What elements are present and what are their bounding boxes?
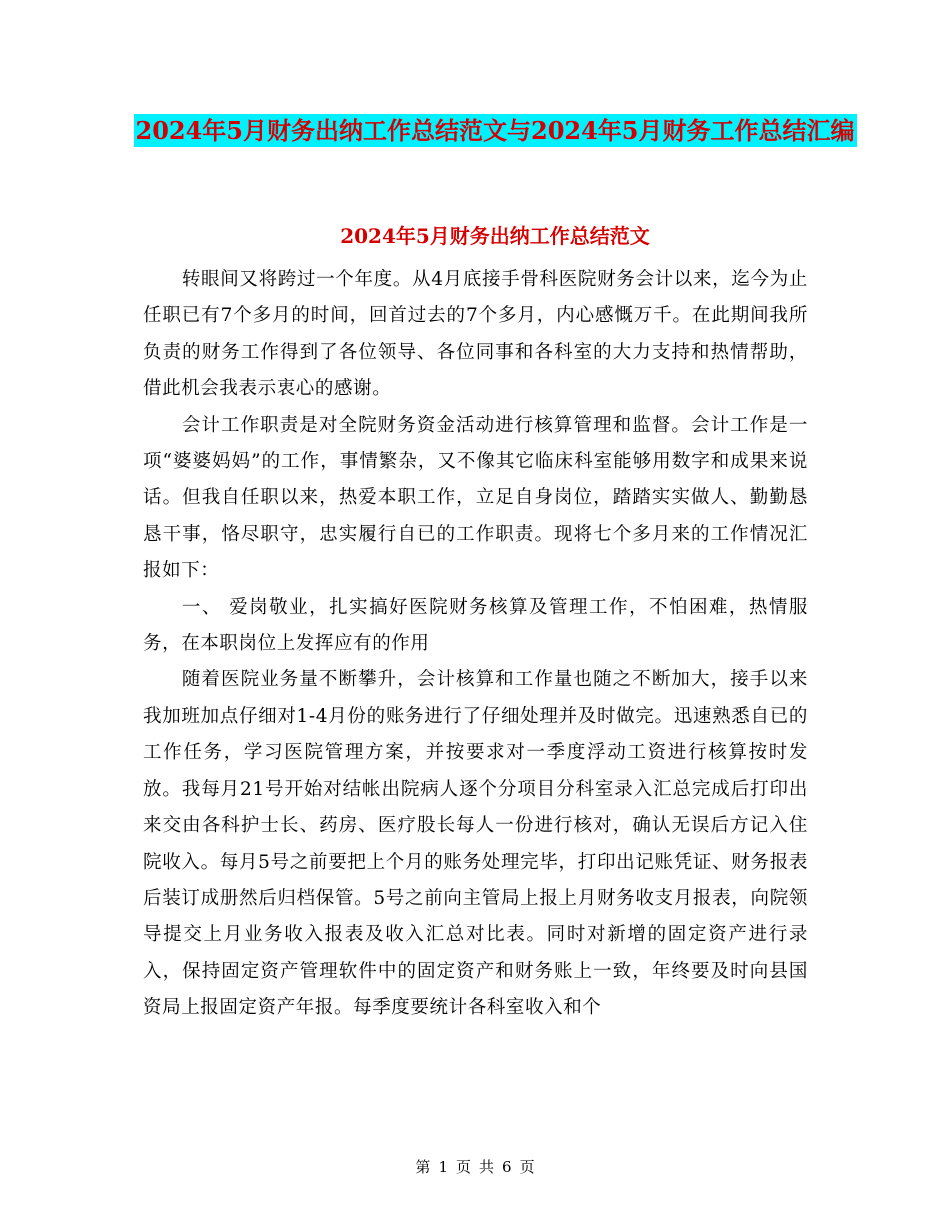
- footer-total-pages: 6: [502, 1158, 512, 1176]
- paragraph-3: 一、 爱岗敬业，扎实搞好医院财务核算及管理工作，不怕困难，热情服务，在本职岗位上发挥应有的作用: [143, 596, 808, 655]
- footer-page-number: 1: [438, 1158, 448, 1176]
- document-body: [143, 262, 808, 1027]
- paragraph-2: 会计工作职责是对全院财务资金活动进行核算管理和监督。会计工作是一项“婆婆妈妈”的工作，事情繁杂，又不像其它临床科室能够用数字和成果来说话。但我自任职以来，热爱本职工作，立足自身岗位，踏踏实实做人、勤勤恳恳干事，恪尽职守，忠实履行自已的工作职责。现将七个多月来的工作情况汇报如下：: [143, 414, 808, 582]
- page-footer: [0, 1156, 950, 1177]
- footer-suffix: 页: [519, 1158, 535, 1176]
- document-title: [120, 108, 870, 154]
- footer-prefix: 第: [415, 1158, 431, 1176]
- document-title-text: 2024年5月财务出纳工作总结范文与2024年5月财务工作总结汇编: [135, 116, 855, 145]
- footer-total-label: 共: [479, 1158, 495, 1176]
- section-title: 2024年5月财务出纳工作总结范文: [340, 224, 650, 248]
- paragraph-1: 转眼间又将跨过一个年度。从4月底接手骨科医院财务会计以来，迄今为止任职已有7个多月的时间，回首过去的7个多月，内心感慨万千。在此期间我所负责的财务工作得到了各位领导、各位同事和各科室的大力支持和热情帮助，借此机会我表示衷心的感谢。: [143, 269, 808, 400]
- paragraph-4: 随着医院业务量不断攀升，会计核算和工作量也随之不断加大，接手以来我加班加点仔细对1-4月份的账务进行了仔细处理并及时做完。迅速熟悉自已的工作任务，学习医院管理方案，并按要求对一季度浮动工资进行核算按时发放。我每月21号开始对结帐出院病人逐个分项目分科室录入汇总完成后打印出来交由各科护士长、药房、医疗股长每人一份进行核对，确认无误后方记入住院收入。每月5号之前要把上个月的账务处理完毕，打印出记账凭证、财务报表后装订成册然后归档保管。5号之前向主管局上报上月财务收支月报表，向院领导提交上月业务收入报表及收入汇总对比表。同时对新增的固定资产进行录入，保持固定资产管理软件中的固定资产和财务账上一致，年终要及时向县国资局上报固定资产年报。每季度要统计各科室收入和个: [143, 669, 808, 1019]
- footer-page-label: 页: [455, 1158, 471, 1176]
